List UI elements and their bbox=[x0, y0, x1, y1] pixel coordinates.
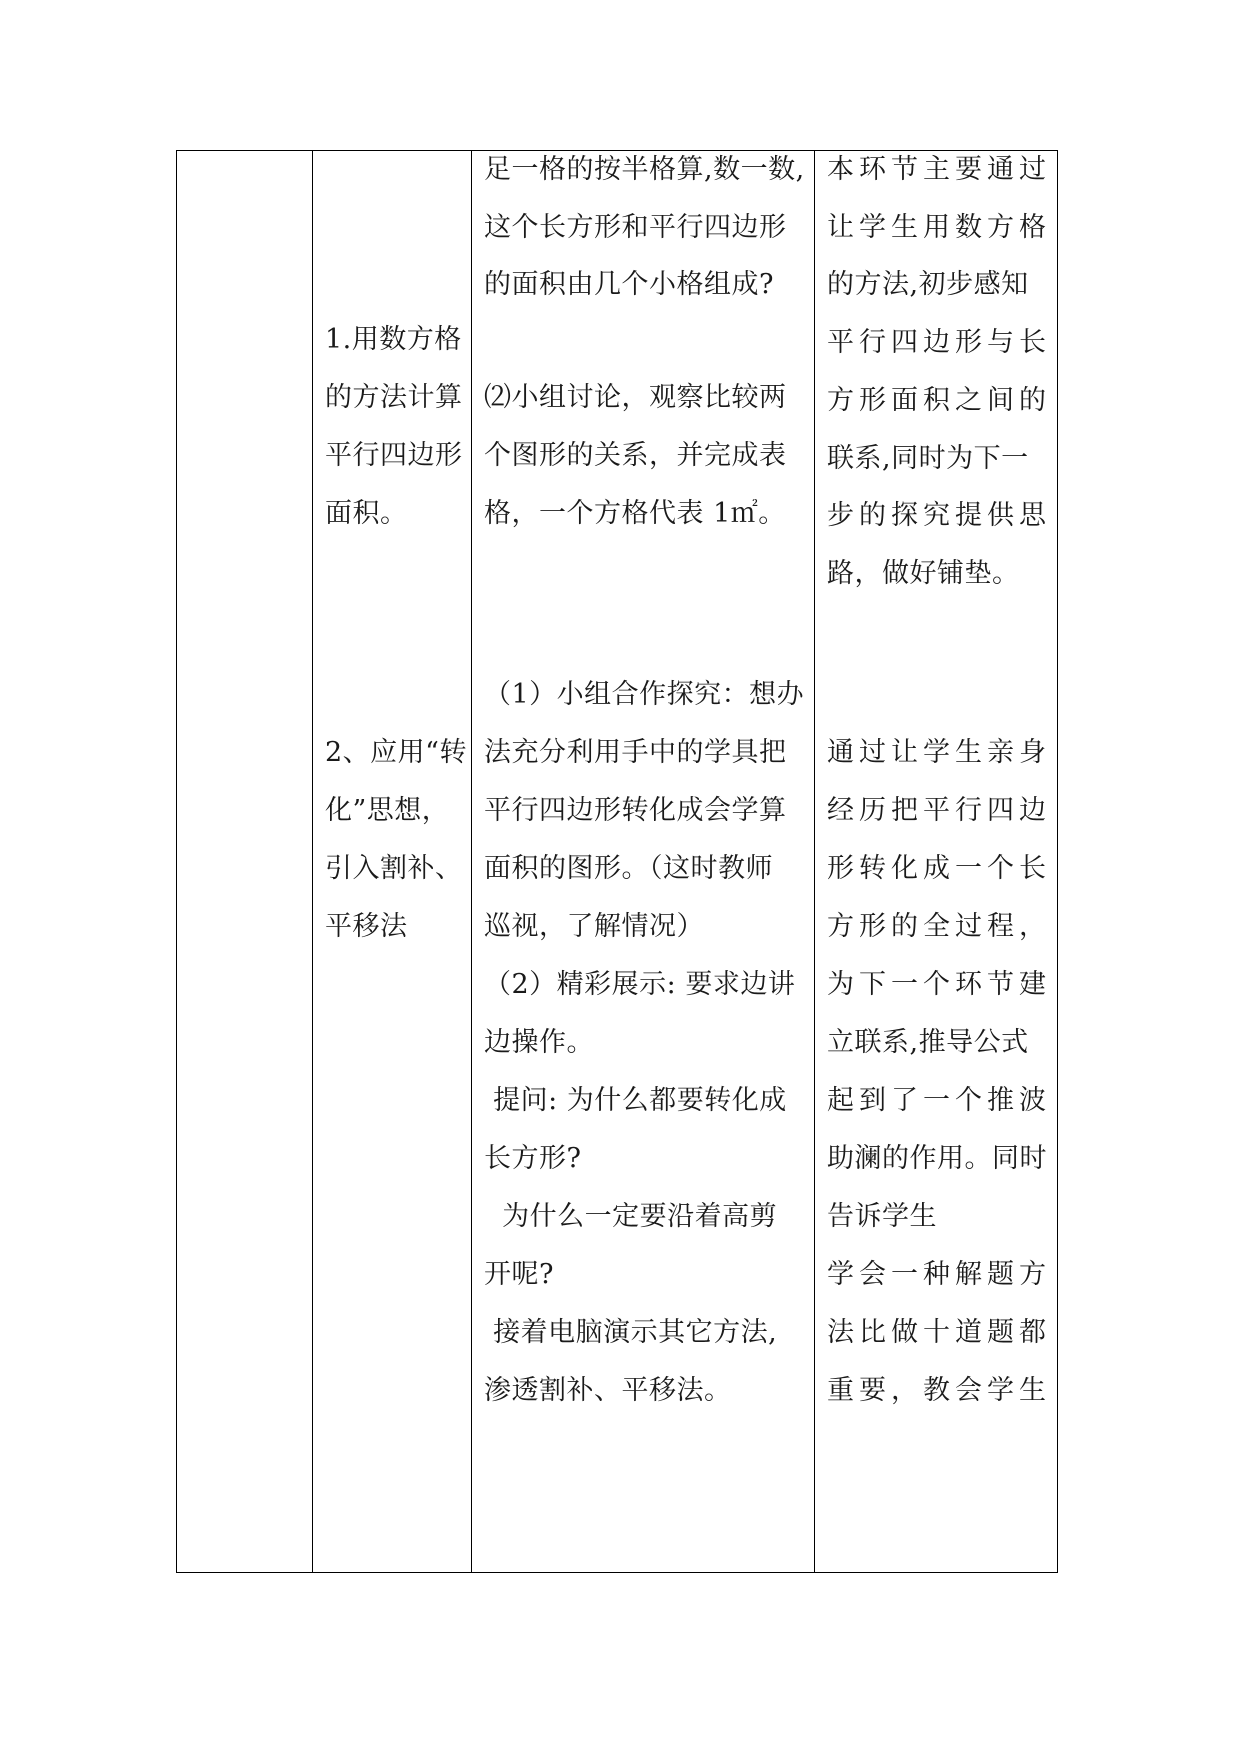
intent-line: 步的探究提供思 bbox=[827, 500, 1051, 531]
intent-line: 路，做好铺垫。 bbox=[827, 558, 1020, 589]
intent-line: 为下一个环节建 bbox=[827, 969, 1051, 1000]
step2-line: 化”思想， bbox=[325, 795, 450, 826]
step2-line: 2、应用“转 bbox=[325, 737, 467, 768]
intent-line: 形转化成一个长 bbox=[827, 853, 1051, 884]
activity-line: 格，一个方格代表 1㎡。 bbox=[484, 498, 786, 529]
intent-line: 的方法,初步感知 bbox=[827, 269, 1029, 300]
activity-line: 巡视，了解情况） bbox=[484, 911, 704, 942]
activity-line: 足一格的按半格算,数一数, bbox=[484, 154, 805, 185]
activity-line: （2）精彩展示: 要求边讲 bbox=[484, 969, 796, 1000]
lesson-plan-table bbox=[176, 150, 1058, 1573]
table-column-stage bbox=[177, 151, 313, 1572]
step1-line: 的方法计算 bbox=[325, 382, 463, 413]
activity-line: 提问: 为什么都要转化成 bbox=[484, 1085, 787, 1116]
intent-line: 起到了一个推波 bbox=[827, 1085, 1051, 1116]
step1-line: 平行四边形 bbox=[325, 440, 463, 471]
activity-line: 个图形的关系，并完成表 bbox=[484, 440, 787, 471]
intent-line: 法比做十道题都 bbox=[827, 1317, 1051, 1348]
intent-line: 通过让学生亲身 bbox=[827, 737, 1051, 768]
activity-line: 面积的图形。（这时教师 bbox=[484, 853, 773, 884]
activity-line: 法充分利用手中的学具把 bbox=[484, 737, 787, 768]
intent-line: 方形的全过程， bbox=[827, 911, 1051, 942]
intent-line: 助澜的作用。同时 bbox=[827, 1143, 1047, 1174]
activity-line: 为什么一定要沿着高剪 bbox=[484, 1201, 778, 1232]
activity-line: （1）小组合作探究：想办 bbox=[484, 679, 805, 710]
intent-line: 立联系,推导公式 bbox=[827, 1027, 1029, 1058]
intent-line: 让学生用数方格 bbox=[827, 212, 1051, 243]
table-column-intent bbox=[815, 151, 1059, 1572]
intent-line: 联系,同时为下一 bbox=[827, 443, 1029, 474]
activity-line: 长方形? bbox=[484, 1143, 582, 1174]
activity-line: ⑵小组讨论，观察比较两 bbox=[484, 382, 787, 413]
intent-line: 重要，教会学生 bbox=[827, 1375, 1051, 1406]
intent-line: 告诉学生 bbox=[827, 1201, 937, 1232]
activity-line: 接着电脑演示其它方法, bbox=[484, 1317, 778, 1348]
activity-line: 这个长方形和平行四边形 bbox=[484, 212, 787, 243]
intent-line: 经历把平行四边 bbox=[827, 795, 1051, 826]
step1-line: 面积。 bbox=[325, 498, 408, 529]
step1-line: 1.用数方格 bbox=[325, 324, 462, 355]
activity-line: 开呢? bbox=[484, 1259, 554, 1290]
activity-line: 平行四边形转化成会学算 bbox=[484, 795, 787, 826]
activity-line: 边操作。 bbox=[484, 1027, 594, 1058]
activity-line: 的面积由几个小格组成? bbox=[484, 269, 774, 300]
step2-line: 平移法 bbox=[325, 911, 408, 942]
intent-line: 方形面积之间的 bbox=[827, 385, 1051, 416]
table-column-activities bbox=[472, 151, 815, 1572]
intent-line: 平行四边形与长 bbox=[827, 327, 1051, 358]
step2-line: 引入割补、 bbox=[325, 853, 463, 884]
intent-line: 本环节主要通过 bbox=[827, 154, 1051, 185]
intent-line: 学会一种解题方 bbox=[827, 1259, 1051, 1290]
activity-line: 渗透割补、平移法。 bbox=[484, 1375, 732, 1406]
table-column-steps bbox=[313, 151, 472, 1572]
